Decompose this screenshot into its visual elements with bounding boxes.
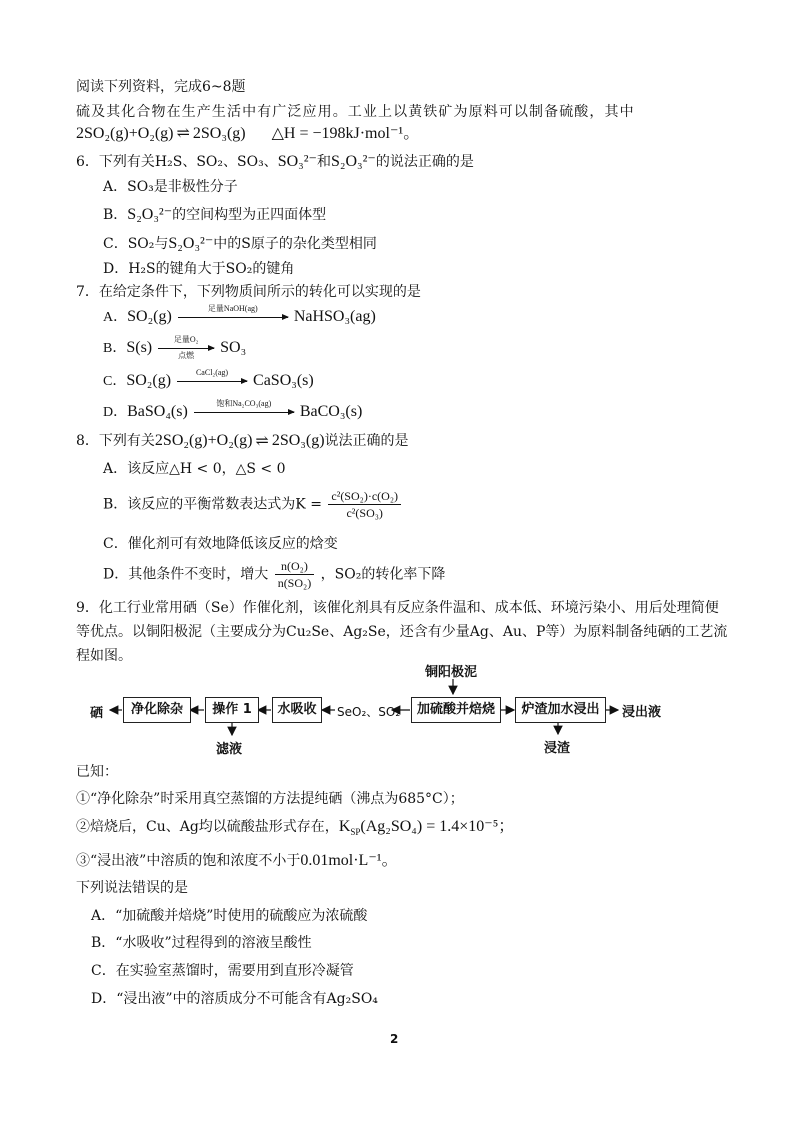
q8-d-end: ，SO₂的转化率下降 [320,566,446,583]
q6-ion-thiosulfate: S₂O₃²⁻ [330,153,376,170]
known-heading: 已知： [76,764,118,780]
q7-c-label: C． [103,374,127,389]
flow-product: 硒 [90,706,104,721]
q6-b-label: B． [103,207,128,223]
q8-equation-left: 2SO₂(g)+O₂(g) [154,432,253,449]
q9-option-b: B．“水吸收”过程得到的溶液呈酸性 [91,935,312,951]
flow-leachate: 浸出液 [622,705,662,720]
q7-b-label: B． [103,341,127,356]
q7-a-label: A． [103,310,128,325]
q8-b-text: B．该反应的平衡常数表达式为K = [103,496,322,513]
q7-d-reactant: BaSO₄(s) [127,403,188,420]
q7-d-label: D． [103,405,128,420]
q7-stem: 7．在给定条件下，下列物质间所示的转化可以实现的是 [76,284,421,300]
fraction-numerator: n(O₂) [275,558,315,575]
q9-ask: 下列说法错误的是 [76,880,188,896]
q6-option-a: A．SO₃是非极性分子 [103,179,238,195]
q6-option-d: D．H₂S的键角大于SO₂的键角 [103,261,295,277]
q8-option-c: C．催化剂可有效地降低该反应的焓变 [103,536,338,552]
fraction-numerator: c²(SO₂)·c(O₂) [328,488,401,505]
q7-d-condition: 饱和Na₂CO₃(ag) [216,398,272,408]
q7-b-reactant: S(s) [126,339,153,356]
equation-right: 2SO₃(g) [192,125,246,142]
q8-stem-text: 8．下列有关 [76,433,155,449]
ksp-expression [338,818,515,838]
q6-b-text: 的空间构型为正四面体型 [172,207,327,223]
q6-stem-end: 的说法正确的是 [375,154,474,170]
q7-c-product: CaSO₃(s) [253,372,314,389]
known-3-concentration: 0.01mol·L⁻¹。 [300,852,398,869]
equilibrium-arrows-icon: ⇌ [255,431,269,450]
q6-c-ion: S₂O₃²⁻ [168,235,214,252]
q8-equation-right: 2SO₃(g) [271,432,325,449]
flow-box-purify: 净化除杂 [123,697,191,723]
ksp-subscript: SP [350,827,361,838]
known-3 [76,851,398,871]
q7-b-condition-top: 足量O₂ [173,334,199,344]
q7-c-condition: CaCl₂(ag) [195,367,229,377]
q8-option-a: A．该反应△H < 0，△S < 0 [103,461,286,477]
reading-heading: 阅读下列资料，完成6~8题 [76,79,246,95]
ksp-value: (Ag₂SO₄) = 1.4×10⁻⁵； [360,818,515,835]
q7-c-reactant: SO₂(g) [126,372,172,389]
q8-d-text: D．其他条件不变时，增大 [103,566,269,583]
q7-a-condition: 足量NaOH(ag) [207,303,258,313]
ksp-symbol: K [338,818,351,835]
q9-stem-line3: 程如图。 [76,648,132,664]
q6-ion-sulfite: SO₃²⁻ [277,153,317,170]
q7-b-condition-bottom: 点燃 [178,350,195,360]
known-2 [76,817,514,837]
q6-c-label: C．SO₂与 [103,236,169,252]
q9-option-d: D．“浸出液”中的溶质成分不可能含有Ag₂SO₄ [91,991,378,1007]
flow-box-leach: 炉渣加水浸出 [515,697,606,723]
enthalpy: △H = −198kJ·mol⁻¹。 [271,125,420,142]
flow-filtrate: 滤液 [216,742,243,757]
q7-a-reactant: SO₂(g) [127,308,172,325]
q7-b-product: SO₃ [220,339,247,356]
known-3-text: ③“浸出液”中溶质的饱和浓度不小于 [76,853,301,869]
q9-option-a: A．“加硫酸并焙烧”时使用的硫酸应为浓硫酸 [91,908,368,924]
page-number: 2 [390,1032,399,1046]
flow-residue: 浸渣 [544,741,571,756]
equilibrium-arrows-icon: ⇌ [176,125,190,143]
q9-stem-line2: 等优点。以铜阳极泥（主要成分为Cu₂Se、Ag₂Se，还含有少量Ag、Au、P等）为原料制备纯硒的工艺流 [76,624,728,640]
q6-b-ion: S₂O₃²⁻ [127,206,173,223]
fraction-denominator: c²(SO₃) [346,506,383,520]
q9-option-c: C．在实验室蒸馏时，需要用到直形冷凝管 [91,963,354,979]
flow-box-roast: 加硫酸并焙烧 [411,697,501,723]
q6-c-text: 中的S原子的杂化类型相同 [213,236,377,252]
q8-stem-end: 说法正确的是 [324,433,409,449]
known-1: ①“净化除杂”时采用真空蒸馏的方法提纯硒（沸点为685°C）； [76,791,464,807]
flow-gas: SeO₂、SO₂ [337,705,401,719]
intro-line: 硫及其化合物在生产生活中有广泛应用。工业上以黄铁矿为原料可以制备硫酸，其中 [76,104,635,120]
q6-stem-and: 和 [316,154,331,170]
q7-a-product: NaHSO₃(ag) [293,308,376,325]
flow-box-operation: 操作 1 [205,697,259,723]
flow-box-absorb: 水吸收 [272,697,322,723]
flow-source: 铜阳极泥 [425,665,478,680]
fraction-denominator: n(SO₂) [277,576,312,590]
equation-left: 2SO₂(g)+O₂(g) [76,125,174,142]
q7-d-product: BaCO₃(s) [299,403,363,420]
q9-stem-line1: 9．化工行业常用硒（Se）作催化剂，该催化剂具有反应条件温和、成本低、环境污染小、用后处理简便 [76,600,719,616]
known-2-text: ②焙烧后，Cu、Ag均以硫酸盐形式存在， [76,819,339,835]
q6-stem-text: 6．下列有关H₂S、SO₂、SO₃、 [76,154,278,170]
